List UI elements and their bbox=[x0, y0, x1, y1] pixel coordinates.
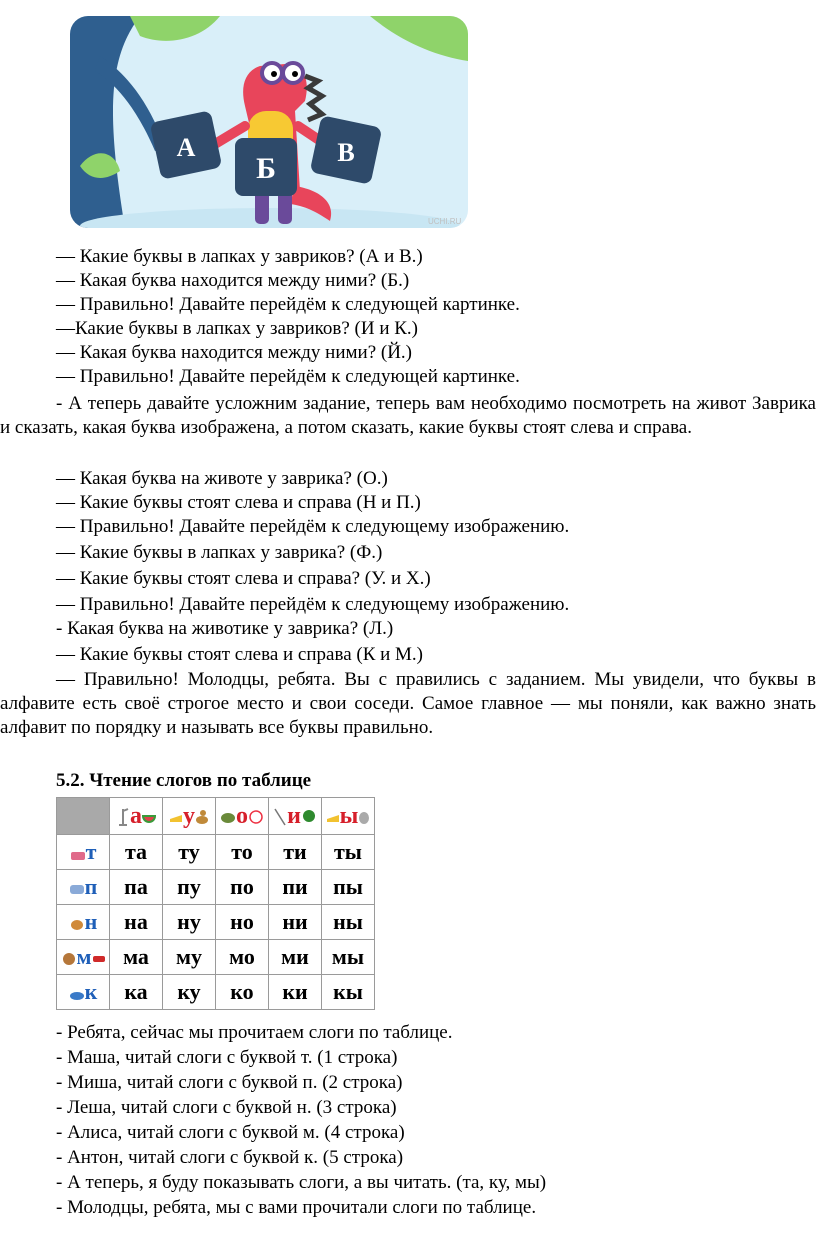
paragraph-conclusion: — Правильно! Молодцы, ребята. Вы с правились с заданием. Мы увидели, что буквы в алфавите есть своё строгое место и свои соседи. Самое главное — мы поняли, как важно знать алфавит по порядку и называть все буквы правильно. bbox=[0, 669, 816, 738]
syllable-cell: ко bbox=[216, 975, 269, 1010]
dialog-line: — Какие буквы стоят слева и справа? (У. и Х.) bbox=[56, 568, 431, 589]
syllable-cell: пу bbox=[163, 870, 216, 905]
syllable-cell: та bbox=[110, 835, 163, 870]
vowel-header: а bbox=[110, 798, 163, 835]
nut-icon bbox=[69, 917, 85, 931]
car-icon bbox=[92, 954, 106, 964]
cake-icon bbox=[70, 847, 86, 861]
vowel-header: и bbox=[269, 798, 322, 835]
dialog-line: — Какая буква находится между ними? (Й.) bbox=[56, 342, 413, 363]
dialog-line: — Правильно! Давайте перейдём к следующему изображению. bbox=[56, 594, 570, 615]
paragraph-task: - А теперь давайте усложним задание, теперь вам необходимо посмотреть на живот Заврика и сказать, какая буква изображена, а потом сказать, какие буквы стоят слева и справа. bbox=[0, 393, 816, 438]
cheese-icon bbox=[169, 810, 183, 824]
block-letter-a: А bbox=[176, 133, 196, 162]
watermark: UCHI.RU bbox=[428, 217, 462, 226]
syllable-cell: то bbox=[216, 835, 269, 870]
dialog-line: - Маша, читай слоги с буквой т. (1 строка) bbox=[56, 1047, 398, 1068]
dialog-line: - Алиса, читай слоги с буквой м. (4 строка) bbox=[56, 1122, 405, 1143]
tree-icon bbox=[301, 809, 317, 825]
syllable-cell: му bbox=[163, 940, 216, 975]
dialog-line: —Какие буквы в лапках у завриков? (И и К.) bbox=[56, 318, 418, 339]
hoop-icon bbox=[248, 809, 264, 825]
dialog-line: — Какая буква на животе у заврика? (О.) bbox=[56, 468, 388, 489]
dialog-line: - Миша, читай слоги с буквой п. (2 строка) bbox=[56, 1072, 403, 1093]
syllable-cell: ми bbox=[269, 940, 322, 975]
syllable-cell: ту bbox=[163, 835, 216, 870]
consonant-header: п bbox=[57, 870, 110, 905]
syllable-cell: па bbox=[110, 870, 163, 905]
needle-icon bbox=[273, 807, 287, 827]
dialog-line: — Какие буквы стоят слева и справа (К и М.) bbox=[56, 644, 424, 665]
dialog-line: — Правильно! Давайте перейдём к следующей картинке. bbox=[56, 294, 520, 315]
dialog-line: - Молодцы, ребята, мы с вами прочитали слоги по таблице. bbox=[56, 1197, 537, 1218]
duck-icon bbox=[195, 808, 209, 826]
bear-icon bbox=[61, 951, 77, 967]
cheese-icon bbox=[326, 810, 340, 824]
dialog-line: - Какая буква на животике у заврика? (Л.) bbox=[56, 618, 394, 639]
section-title: 5.2. Чтение слогов по таблице bbox=[56, 770, 312, 791]
syllable-cell: но bbox=[216, 905, 269, 940]
consonant-header: т bbox=[57, 835, 110, 870]
dialog-line: - А теперь, я буду показывать слоги, а вы читать. (та, ку, мы) bbox=[56, 1172, 547, 1193]
watermelon-icon bbox=[142, 810, 156, 824]
dialog-line: — Какие буквы стоят слева и справа (Н и П.) bbox=[56, 492, 421, 513]
dialog-line: — Правильно! Давайте перейдём к следующей картинке. bbox=[56, 366, 520, 387]
vowel-header: о bbox=[216, 798, 269, 835]
vowel-header: у bbox=[163, 798, 216, 835]
syllable-cell: ни bbox=[269, 905, 322, 940]
syllable-cell: на bbox=[110, 905, 163, 940]
dialog-line: - Леша, читай слоги с буквой н. (3 строка) bbox=[56, 1097, 397, 1118]
syllable-cell: кы bbox=[322, 975, 375, 1010]
vowel-header: ы bbox=[322, 798, 375, 835]
dino-illustration bbox=[70, 16, 468, 228]
turtle-icon bbox=[220, 810, 236, 824]
whale-icon bbox=[69, 987, 85, 1001]
syllable-cell: ма bbox=[110, 940, 163, 975]
dialog-line: — Какие буквы в лапках у завриков? (А и В.) bbox=[56, 246, 423, 267]
syllable-cell: ти bbox=[269, 835, 322, 870]
syllable-table bbox=[56, 797, 375, 1010]
syllable-cell: ну bbox=[163, 905, 216, 940]
syllable-cell: пи bbox=[269, 870, 322, 905]
consonant-header: м bbox=[57, 940, 110, 975]
syllable-cell: пы bbox=[322, 870, 375, 905]
block-letter-v: В bbox=[337, 138, 355, 167]
syllable-cell: по bbox=[216, 870, 269, 905]
syllable-cell: ки bbox=[269, 975, 322, 1010]
table-corner bbox=[57, 798, 110, 835]
dialog-line: — Какие буквы в лапках у заврика? (Ф.) bbox=[56, 542, 383, 563]
consonant-header: н bbox=[57, 905, 110, 940]
block-letter-b: Б bbox=[256, 152, 276, 185]
syllable-cell: ты bbox=[322, 835, 375, 870]
dialog-line: - Ребята, сейчас мы прочитаем слоги по таблице. bbox=[56, 1022, 453, 1043]
pillow-icon bbox=[69, 882, 85, 896]
consonant-header: к bbox=[57, 975, 110, 1010]
dialog-line: — Какая буква находится между ними? (Б.) bbox=[56, 270, 410, 291]
syllable-cell: ку bbox=[163, 975, 216, 1010]
dialog-line: — Правильно! Давайте перейдём к следующему изображению. bbox=[56, 516, 570, 537]
syllable-cell: мы bbox=[322, 940, 375, 975]
syllable-cell: мо bbox=[216, 940, 269, 975]
stork-icon bbox=[116, 807, 130, 827]
syllable-cell: ны bbox=[322, 905, 375, 940]
syllable-cell: ка bbox=[110, 975, 163, 1010]
dialog-line: - Антон, читай слоги с буквой к. (5 строка) bbox=[56, 1147, 404, 1168]
mouse-icon bbox=[358, 809, 370, 825]
